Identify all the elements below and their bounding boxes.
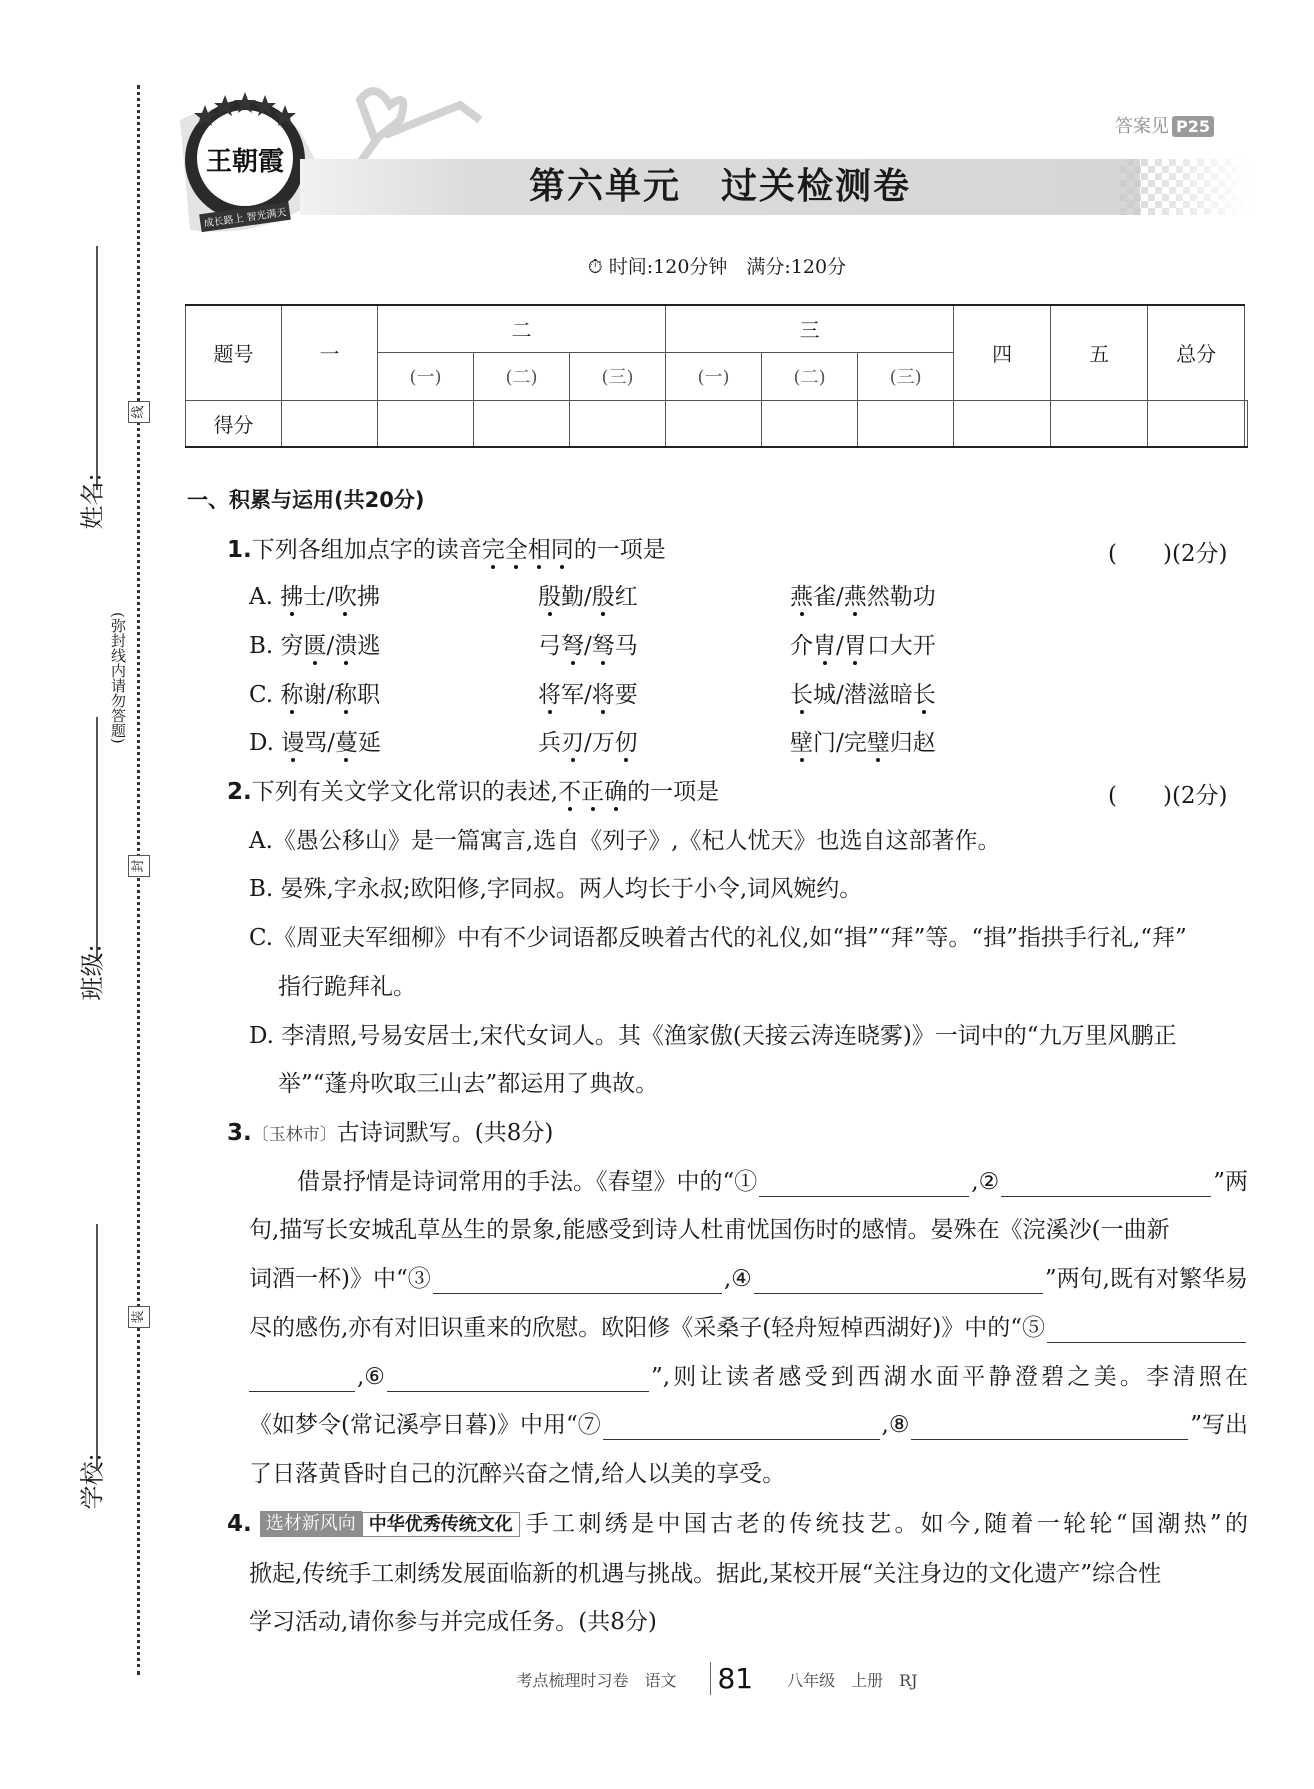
emphasis-dot bbox=[624, 758, 628, 762]
emphasis-dot bbox=[853, 661, 857, 665]
emphasis-dot bbox=[601, 612, 605, 616]
emphasis-dot bbox=[568, 807, 572, 811]
emphasis-dot bbox=[343, 612, 347, 616]
emphasis-dot bbox=[290, 612, 294, 616]
emphasis-dot bbox=[800, 612, 804, 616]
blank-5-cont[interactable] bbox=[249, 1368, 355, 1392]
blank-8[interactable] bbox=[911, 1416, 1188, 1440]
emphasis-dot bbox=[800, 758, 804, 762]
col-header: 三 bbox=[666, 305, 954, 352]
q4-line-2: 掀起,传统手工刺绣发展面临新的机遇与挑战。据此,某校开展“关注身边的文化遗产”综合性 bbox=[249, 1561, 1162, 1587]
blank-4[interactable] bbox=[754, 1270, 1043, 1294]
q1-option-d-pair2: 兵刃/万仞 bbox=[538, 730, 638, 756]
seal-mark-bind: 装 bbox=[128, 1306, 150, 1328]
clock-icon: ⏱ bbox=[587, 256, 603, 278]
score-cell[interactable] bbox=[1051, 400, 1148, 447]
score-cell[interactable] bbox=[858, 400, 954, 447]
emphasis-dot bbox=[614, 807, 618, 811]
score-cell[interactable] bbox=[378, 400, 474, 447]
q2-option-b[interactable]: B. 晏殊,字永叔;欧阳修,字同叔。两人均长于小令,词风婉约。 bbox=[249, 876, 863, 902]
subcol-header: (二) bbox=[762, 352, 858, 400]
emphasis-dot bbox=[922, 710, 926, 714]
subcol-header: (二) bbox=[474, 352, 570, 400]
q3-line-2: 句,描写长安城乱草丛生的景象,能感受到诗人杜甫忧国伤时的感情。晏殊在《浣溪沙(一曲新 bbox=[249, 1217, 1170, 1243]
emphasis-dot bbox=[291, 758, 295, 762]
q1-option-b-pair2: 弓弩/驽马 bbox=[538, 633, 638, 659]
q4-line-3: 学习活动,请你参与并完成任务。(共8分) bbox=[249, 1609, 657, 1635]
q3-line-5: ,⑥ ”,则让读者感受到西湖水面平静澄碧之美。李清照在 bbox=[249, 1362, 1248, 1392]
answer-reference: 答案见 P25 bbox=[1115, 112, 1214, 138]
col-header: 四 bbox=[954, 305, 1051, 400]
q2-answer-marks[interactable]: ( )(2分) bbox=[1108, 783, 1228, 809]
footer-grade: 八年级 上册 RJ bbox=[787, 1671, 918, 1690]
blank-7[interactable] bbox=[603, 1416, 880, 1440]
page-number: 81 bbox=[710, 1662, 753, 1695]
time-info: ⏱ 时间:120分钟 满分:120分 bbox=[587, 256, 847, 278]
col-header: 五 bbox=[1051, 305, 1148, 400]
col-header: 一 bbox=[282, 305, 378, 400]
answer-page-badge: P25 bbox=[1172, 116, 1214, 137]
q2-option-d[interactable]: D. 李清照,号易安居士,宋代女词人。其《渔家傲(天接云涛连晓雾)》一词中的“九万里风鹏正 bbox=[249, 1023, 1177, 1049]
school-field-line[interactable] bbox=[96, 1224, 98, 1468]
q3-line-7: 了日落黄昏时自己的沉醉兴奋之情,给人以美的享受。 bbox=[249, 1461, 786, 1487]
page-footer bbox=[0, 1660, 1314, 1693]
q2-option-c-cont: 指行跪拜礼。 bbox=[278, 974, 416, 1000]
class-label: 班级: bbox=[78, 944, 107, 1001]
subcol-header: (一) bbox=[666, 352, 762, 400]
col-header: 总分 bbox=[1148, 305, 1245, 400]
binding-dotted-line bbox=[137, 85, 140, 1675]
col-header: 二 bbox=[378, 305, 666, 352]
score-cell[interactable] bbox=[474, 400, 570, 447]
emphasis-dot bbox=[601, 710, 605, 714]
score-cell[interactable] bbox=[1245, 400, 1248, 447]
q2-option-a[interactable]: A.《愚公移山》是一篇寓言,选自《列子》,《杞人忧天》也选自这部著作。 bbox=[249, 828, 1001, 854]
emphasis-dot bbox=[800, 710, 804, 714]
q1-answer-marks[interactable]: ( )(2分) bbox=[1108, 541, 1228, 567]
q3-source: 〔玉林市〕 bbox=[251, 1125, 337, 1145]
score-cell[interactable] bbox=[570, 400, 666, 447]
emphasis-dot bbox=[514, 565, 518, 569]
score-cell[interactable] bbox=[762, 400, 858, 447]
emphasis-dot bbox=[344, 661, 348, 665]
q2-option-c[interactable]: C.《周亚夫军细柳》中有不少词语都反映着古代的礼仪,如“揖”“拜”等。“揖”指拱手行礼,“拜” bbox=[249, 925, 1187, 951]
q1-option-d[interactable]: D. 谩骂/蔓延 bbox=[249, 730, 381, 756]
emphasis-dot bbox=[344, 710, 348, 714]
class-field-line[interactable] bbox=[96, 717, 98, 961]
section-title: 一、积累与运用(共20分) bbox=[187, 488, 425, 512]
emphasis-dot bbox=[571, 758, 575, 762]
q2-emphasis: 不正确 bbox=[558, 779, 628, 805]
subcol-header: (三) bbox=[570, 352, 666, 400]
emphasis-dot bbox=[853, 612, 857, 616]
emphasis-dot bbox=[537, 565, 541, 569]
score-row-label: 得分 bbox=[186, 400, 282, 447]
logo-slogan: 成长路上 智光满天 bbox=[203, 207, 288, 230]
q1-option-c[interactable]: C. 称谢/称职 bbox=[249, 682, 381, 708]
emphasis-dot bbox=[591, 807, 595, 811]
score-table bbox=[185, 304, 1248, 448]
q4-line-1: 4. 选材新风向 中华优秀传统文化 手工刺绣是中国古老的传统技艺。如今,随着一轮轮“国潮热”的 bbox=[227, 1511, 1248, 1537]
no-answer-notice: (弥封线内请勿答题) bbox=[109, 612, 127, 744]
q2-stem: 2.下列有关文学文化常识的表述,不正确的一项是 bbox=[227, 779, 720, 805]
emphasis-dot bbox=[548, 710, 552, 714]
emphasis-dot bbox=[823, 661, 827, 665]
blank-1[interactable] bbox=[759, 1173, 969, 1197]
q1-option-b[interactable]: B. 穷匮/溃逃 bbox=[249, 633, 381, 659]
q3-line-3: 词酒一杯)》中“③ ,④ ”两句,既有对繁华易 bbox=[249, 1266, 1248, 1292]
row-header-label: 题号 bbox=[186, 305, 282, 400]
score-cell[interactable] bbox=[282, 400, 378, 447]
page-title: 第六单元 过关检测卷 bbox=[528, 166, 912, 207]
score-cell[interactable] bbox=[666, 400, 762, 447]
q4-tag-culture: 中华优秀传统文化 bbox=[362, 1512, 520, 1537]
blank-3[interactable] bbox=[433, 1270, 722, 1294]
q1-option-a-pair2: 殷勤/殷红 bbox=[538, 584, 638, 610]
score-row bbox=[186, 400, 1248, 447]
emphasis-dot bbox=[491, 565, 495, 569]
subcol-header: (一) bbox=[378, 352, 474, 400]
seal-mark-seal: 封 bbox=[128, 855, 150, 877]
q3-line-1: 借景抒情是诗词常用的手法。《春望》中的“① ,② ”两 bbox=[297, 1169, 1248, 1195]
emphasis-dot bbox=[313, 661, 317, 665]
q4-tag-new-trend: 选材新风向 bbox=[260, 1511, 362, 1537]
emphasis-dot bbox=[571, 661, 575, 665]
blank-5[interactable] bbox=[1047, 1319, 1246, 1343]
q1-option-a-pair3: 燕雀/燕然勒功 bbox=[790, 584, 936, 610]
score-cell[interactable] bbox=[1148, 400, 1245, 447]
q1-option-b-pair3: 介胄/胃口大开 bbox=[790, 633, 936, 659]
q2-option-d-cont: 举”“蓬舟吹取三山去”都运用了典故。 bbox=[278, 1071, 659, 1097]
q1-option-c-pair3: 长城/潜滋暗长 bbox=[790, 682, 936, 708]
name-label: 姓名: bbox=[78, 473, 107, 530]
blank-2[interactable] bbox=[1001, 1173, 1211, 1197]
blank-6[interactable] bbox=[387, 1368, 649, 1392]
q1-option-a[interactable]: A. 拂士/吹拂 bbox=[249, 584, 380, 610]
q3-line-4: 尽的感伤,亦有对旧识重来的欣慰。欧阳修《采桑子(轻舟短棹西湖好)》中的“⑤ bbox=[249, 1313, 1248, 1343]
school-label: 学校: bbox=[78, 1453, 107, 1510]
name-field-line[interactable] bbox=[96, 246, 98, 490]
q1-option-d-pair3: 壁门/完璧归赵 bbox=[790, 730, 936, 756]
emphasis-dot bbox=[601, 661, 605, 665]
emphasis-dot bbox=[876, 758, 880, 762]
emphasis-dot bbox=[290, 710, 294, 714]
q1-emphasis: 完全相同 bbox=[481, 537, 574, 563]
q1-stem: 1.下列各组加点字的读音完全相同的一项是 bbox=[227, 537, 666, 563]
q3-line-6: 《如梦令(常记溪亭日暮)》中用“⑦ ,⑧ ”写出 bbox=[249, 1412, 1249, 1438]
emphasis-dot bbox=[560, 565, 564, 569]
emphasis-dot bbox=[548, 612, 552, 616]
seal-mark-line: 线 bbox=[128, 401, 150, 423]
emphasis-dot bbox=[344, 758, 348, 762]
footer-book: 考点梳理时习卷 语文 bbox=[516, 1671, 677, 1690]
q3-stem: 3.〔玉林市〕古诗词默写。(共8分) bbox=[227, 1120, 554, 1146]
subcol-header: (三) bbox=[858, 352, 954, 400]
logo-text: 王朝霞 bbox=[205, 147, 285, 177]
q1-option-c-pair2: 将军/将要 bbox=[538, 682, 638, 708]
score-cell[interactable] bbox=[954, 400, 1051, 447]
